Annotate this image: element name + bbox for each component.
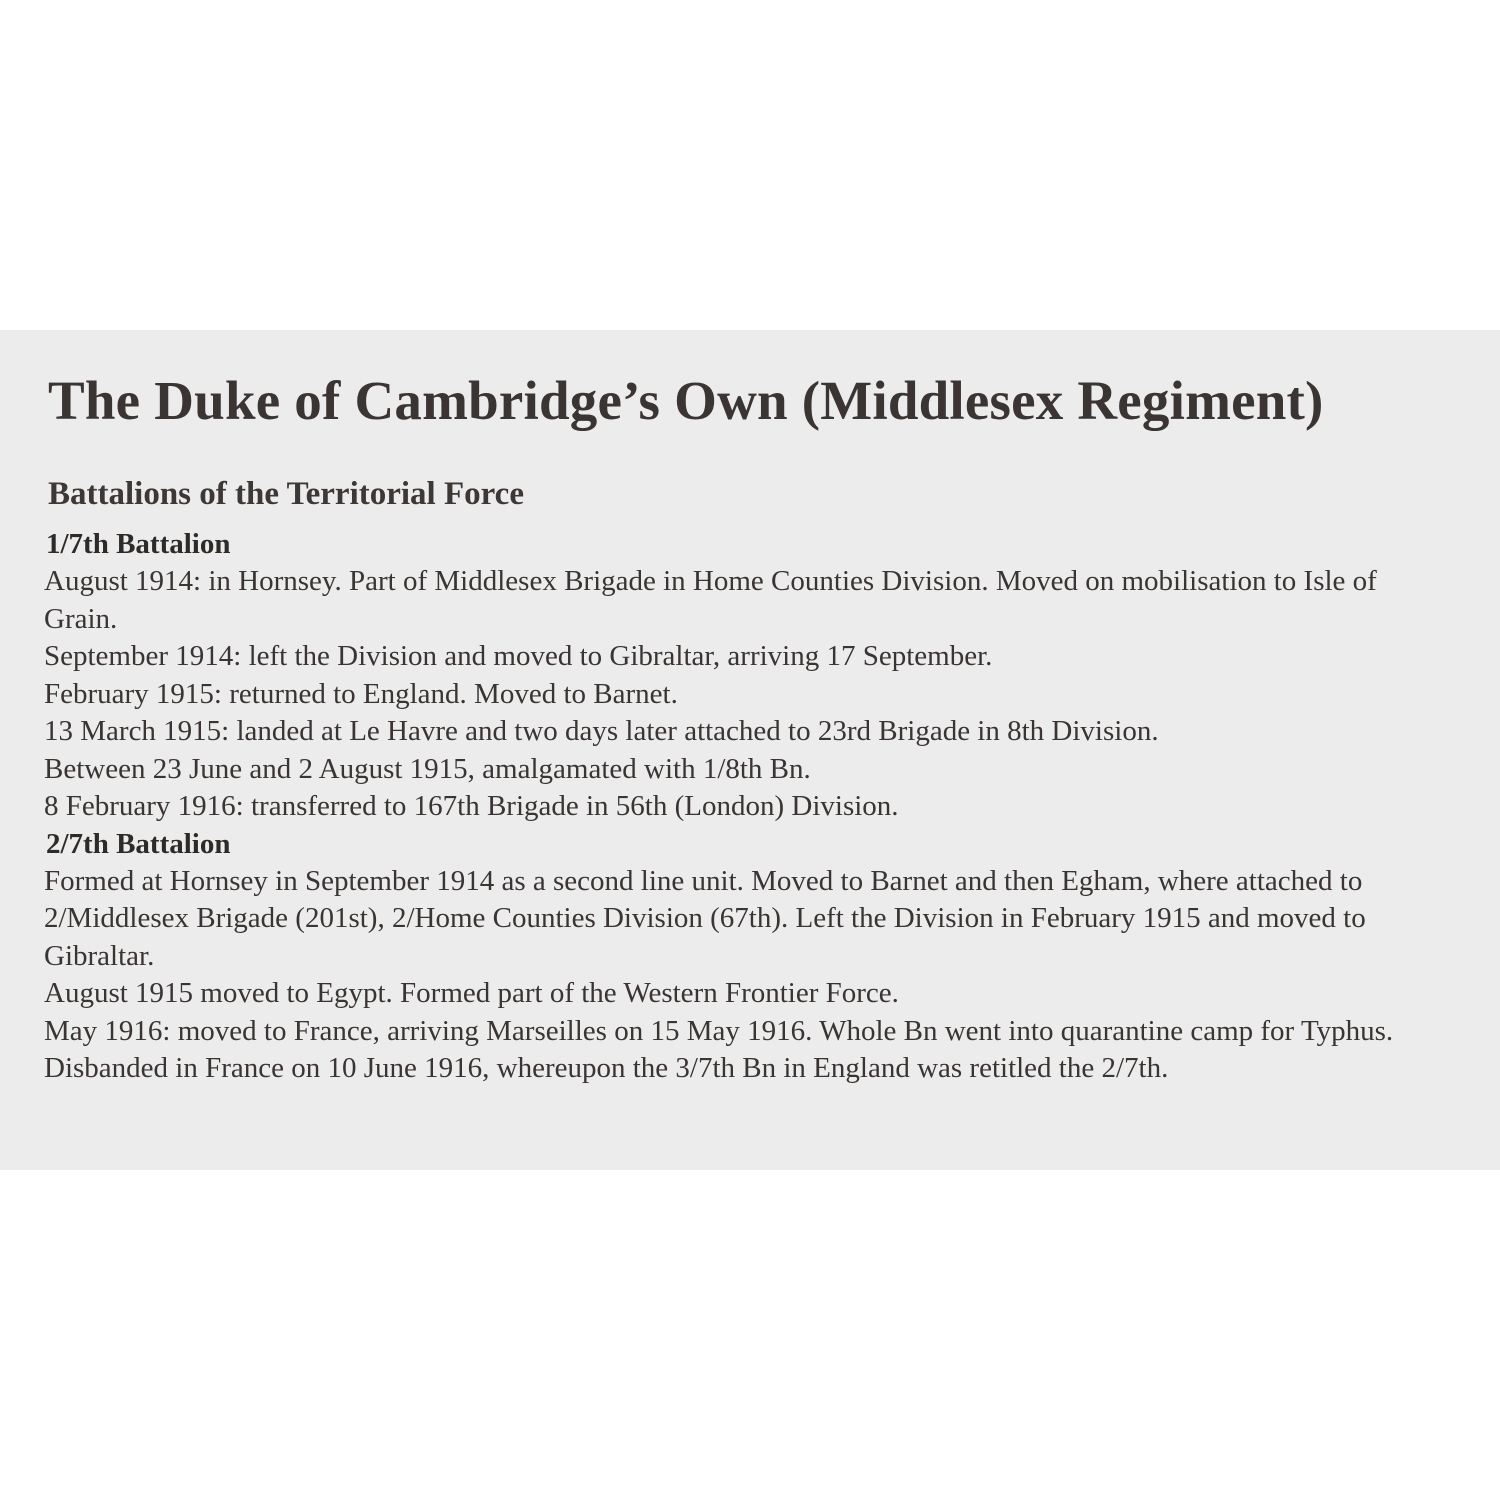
entry: February 1915: returned to England. Moved to Barnet. [44, 677, 678, 710]
entry: Formed at Hornsey in September 1914 as a second line unit. Moved to Barnet and then Egham, where attached to 2/Middlesex Brigade (201st), 2/Home Counties Division (67th). Left the Division in February 1915 and moved to Gibraltar. [44, 864, 1366, 972]
entry: 8 February 1916: transferred to 167th Brigade in 56th (London) Division. [44, 790, 899, 822]
entry: 13 March 1915: landed at Le Havre and two days later attached to 23rd Brigade in 8th Division. [44, 715, 1159, 747]
entry: September 1914: left the Division and moved to Gibraltar, arriving 17 September. [44, 640, 993, 672]
section-1-7th-battalion [44, 526, 1460, 826]
entry: Disbanded in France on 10 June 1916, whereupon the 3/7th Bn in England was retitled the 2/7th. [44, 1052, 1169, 1084]
entry: August 1915 moved to Egypt. Formed part of the Western Frontier Force. [44, 977, 899, 1009]
section-heading: 2/7th Battalion [46, 827, 231, 860]
entry: August 1914: in Hornsey. Part of Middlesex Brigade in Home Counties Division. Moved on mobilisation to Isle of Grain. [44, 565, 1377, 635]
page-subtitle: Battalions of the Territorial Force [48, 476, 524, 512]
entry: Between 23 June and 2 August 1915, amalgamated with 1/8th Bn. [44, 752, 811, 785]
entry: May 1916: moved to France, arriving Marseilles on 15 May 1916. Whole Bn went into quarantine camp for Typhus. [44, 1014, 1394, 1047]
page-title: The Duke of Cambridge’s Own (Middlesex Regiment) [48, 370, 1324, 431]
section-heading: 1/7th Battalion [46, 528, 231, 560]
placard [0, 330, 1500, 1170]
section-2-7th-battalion [44, 826, 1460, 1088]
